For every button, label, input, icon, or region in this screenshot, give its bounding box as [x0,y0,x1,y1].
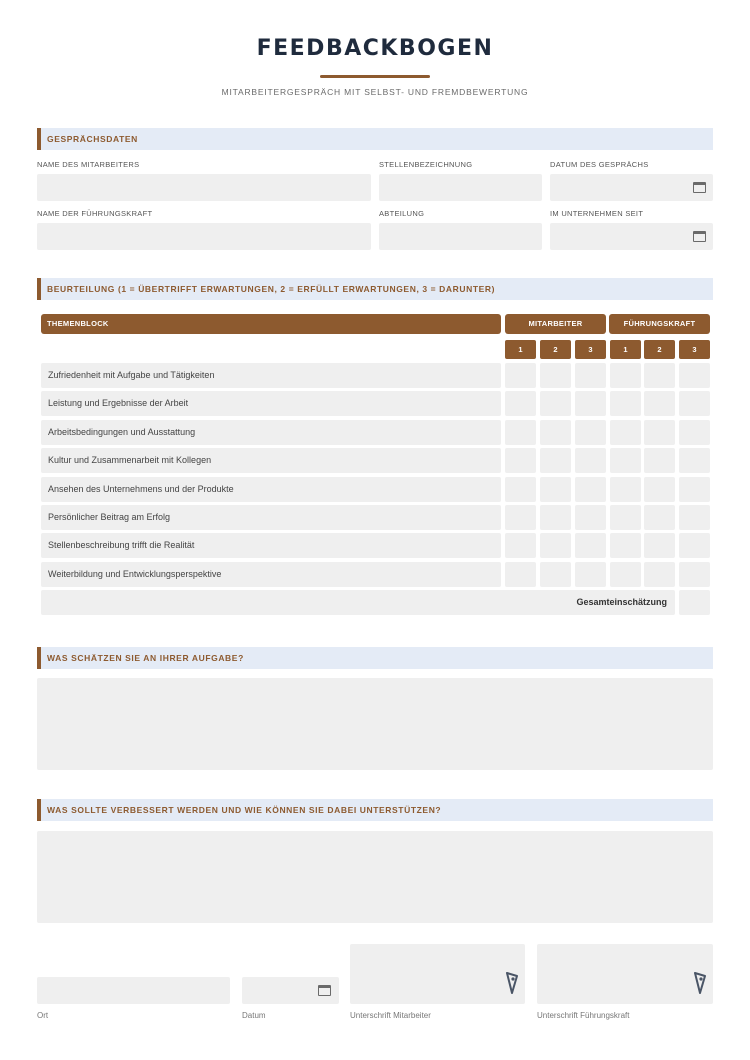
employee-rating-cell-2[interactable] [540,391,571,416]
rating-row-label: Leistung und Ergebnisse der Arbeit [41,391,501,416]
section-header-appreciate [37,647,713,669]
employee-name-field[interactable] [37,174,371,201]
topic-header: THEMENBLOCK [41,314,501,334]
manager-scale-1: 1 [610,340,641,359]
section-title-appreciate: WAS SCHÄTZEN SIE AN IHRER AUFGABE? [47,653,244,663]
manager-scale-3: 3 [679,340,710,359]
total-score-cell[interactable] [679,590,710,615]
employee-rating-cell-1[interactable] [505,505,536,530]
section-header-improve [37,799,713,821]
manager-rating-cell-3[interactable] [679,448,710,473]
manager-rating-cell-3[interactable] [679,420,710,445]
employee-rating-cell-3[interactable] [575,477,606,502]
title-underline [320,75,430,78]
signature-employee-label: Unterschrift Mitarbeiter [350,1011,431,1020]
employee-scale-1: 1 [505,340,536,359]
employee-rating-cell-3[interactable] [575,505,606,530]
signature-employee-field[interactable] [350,944,525,1004]
employee-scale-2: 2 [540,340,571,359]
manager-rating-cell-1[interactable] [610,477,641,502]
manager-name-label: NAME DER FÜHRUNGSKRAFT [37,209,153,218]
place-label: Ort [37,1011,49,1020]
rating-row-label: Stellenbeschreibung trifft die Realität [41,533,501,558]
employee-rating-cell-2[interactable] [540,505,571,530]
employee-rating-cell-2[interactable] [540,477,571,502]
employee-rating-cell-3[interactable] [575,391,606,416]
manager-rating-cell-1[interactable] [610,391,641,416]
section-header-general [37,128,713,150]
pen-nib-icon [693,972,707,994]
page-subtitle: MITARBEITERGESPRÄCH MIT SELBST- UND FREMDBEWERTUNG [221,87,529,97]
employee-rating-cell-1[interactable] [505,363,536,388]
meeting-date-label: DATUM DES GESPRÄCHS [550,160,649,169]
pen-nib-icon [505,972,519,994]
date-label: Datum [242,1011,266,1020]
employee-rating-cell-2[interactable] [540,533,571,558]
rating-row-label: Zufriedenheit mit Aufgabe und Tätigkeiten [41,363,501,388]
place-field[interactable] [37,977,230,1004]
calendar-icon[interactable] [693,182,706,193]
manager-rating-cell-2[interactable] [644,505,675,530]
employee-rating-cell-1[interactable] [505,533,536,558]
employee-rating-cell-1[interactable] [505,448,536,473]
employee-rating-cell-2[interactable] [540,420,571,445]
appreciate-textarea[interactable] [37,678,713,770]
employee-rating-header: MITARBEITER [505,314,606,334]
manager-name-field[interactable] [37,223,371,250]
employee-rating-cell-3[interactable] [575,533,606,558]
manager-rating-cell-3[interactable] [679,363,710,388]
manager-rating-cell-2[interactable] [644,533,675,558]
employee-rating-cell-2[interactable] [540,448,571,473]
improve-textarea[interactable] [37,831,713,923]
manager-rating-cell-3[interactable] [679,391,710,416]
employee-rating-cell-1[interactable] [505,562,536,587]
employee-rating-cell-3[interactable] [575,448,606,473]
manager-rating-cell-1[interactable] [610,562,641,587]
company-since-label: IM UNTERNEHMEN SEIT [550,209,644,218]
manager-rating-cell-2[interactable] [644,562,675,587]
page-title: FEEDBACKBOGEN [256,36,494,61]
employee-rating-cell-3[interactable] [575,562,606,587]
manager-rating-cell-2[interactable] [644,420,675,445]
manager-rating-cell-1[interactable] [610,363,641,388]
rating-row-label: Kultur und Zusammenarbeit mit Kollegen [41,448,501,473]
company-since-field[interactable] [550,223,713,250]
manager-rating-cell-1[interactable] [610,448,641,473]
department-field[interactable] [379,223,542,250]
signature-manager-label: Unterschrift Führungskraft [537,1011,630,1020]
calendar-icon[interactable] [318,985,331,996]
job-title-field[interactable] [379,174,542,201]
section-title-rating: BEURTEILUNG (1 = ÜBERTRIFFT ERWARTUNGEN, 2 = ERFÜLLT ERWARTUNGEN, 3 = DARUNTER) [47,284,496,294]
manager-rating-header: FÜHRUNGSKRAFT [609,314,710,334]
section-title-general: GESPRÄCHSDATEN [47,134,138,144]
manager-rating-cell-2[interactable] [644,363,675,388]
manager-rating-cell-1[interactable] [610,533,641,558]
employee-rating-cell-2[interactable] [540,562,571,587]
employee-name-label: NAME DES MITARBEITERS [37,160,140,169]
section-title-improve: WAS SOLLTE VERBESSERT WERDEN UND WIE KÖNNEN SIE DABEI UNTERSTÜTZEN? [47,805,442,815]
employee-rating-cell-1[interactable] [505,391,536,416]
manager-rating-cell-2[interactable] [644,477,675,502]
employee-rating-cell-1[interactable] [505,420,536,445]
manager-rating-cell-3[interactable] [679,477,710,502]
section-header-rating [37,278,713,300]
manager-rating-cell-1[interactable] [610,505,641,530]
manager-rating-cell-1[interactable] [610,420,641,445]
manager-scale-2: 2 [644,340,675,359]
rating-row-label: Weiterbildung und Entwicklungsperspektive [41,562,501,587]
employee-rating-cell-3[interactable] [575,420,606,445]
department-label: ABTEILUNG [379,209,425,218]
meeting-date-field[interactable] [550,174,713,201]
calendar-icon[interactable] [693,231,706,242]
employee-rating-cell-2[interactable] [540,363,571,388]
manager-rating-cell-2[interactable] [644,448,675,473]
manager-rating-cell-2[interactable] [644,391,675,416]
employee-rating-cell-1[interactable] [505,477,536,502]
date-field[interactable] [242,977,339,1004]
manager-rating-cell-3[interactable] [679,562,710,587]
total-label: Gesamteinschätzung [576,597,667,607]
rating-row-label: Arbeitsbedingungen und Ausstattung [41,420,501,445]
job-title-label: STELLENBEZEICHNUNG [379,160,473,169]
employee-rating-cell-3[interactable] [575,363,606,388]
signature-manager-field[interactable] [537,944,713,1004]
manager-rating-cell-3[interactable] [679,533,710,558]
manager-rating-cell-3[interactable] [679,505,710,530]
rating-row-label: Ansehen des Unternehmens und der Produkte [41,477,501,502]
total-row [41,590,675,615]
rating-row-label: Persönlicher Beitrag am Erfolg [41,505,501,530]
employee-scale-3: 3 [575,340,606,359]
